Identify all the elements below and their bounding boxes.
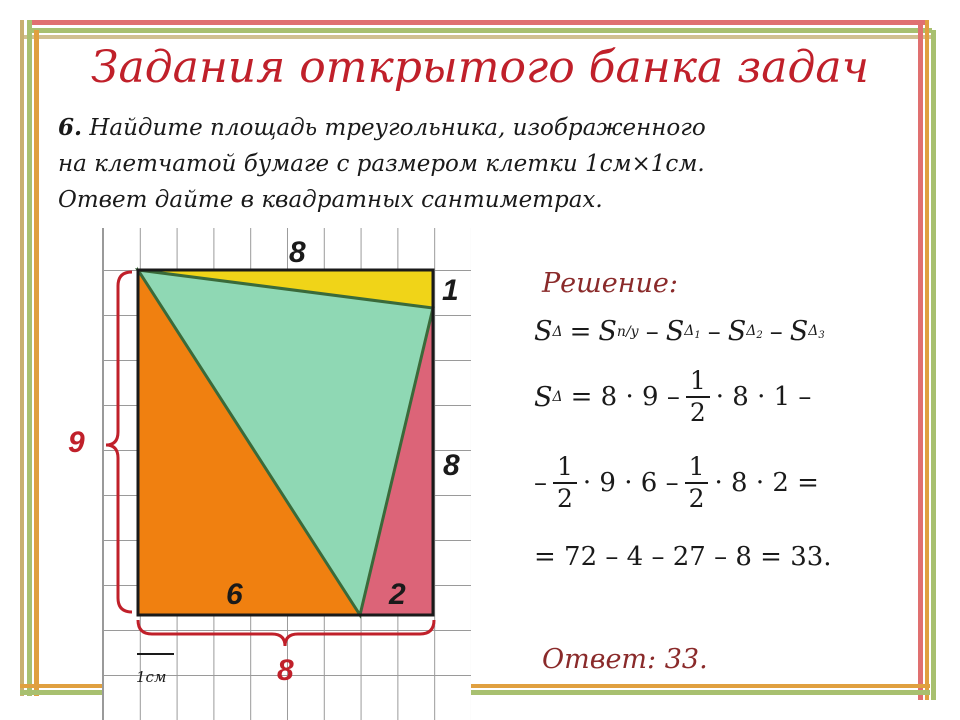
unit-scale-bar (137, 653, 174, 655)
label-bottom-2: 2 (389, 578, 406, 611)
solution-heading: Решение: (542, 268, 678, 299)
label-bottom-6: 6 (226, 578, 243, 611)
label-top-8: 8 (289, 236, 306, 269)
task-line-3: Ответ дайте в квадратных сантиметрах. (58, 187, 603, 213)
formula-line-4: = 72 – 4 – 27 – 8 = 33. (534, 542, 832, 572)
task-number: 6. (58, 114, 83, 141)
unit-label: 1см (136, 668, 167, 686)
label-bottom-brace-8: 8 (277, 654, 294, 687)
formula-line-2: S Δ = 8 · 9 – $\frac{1}{2}$ · 8 · 1 – (534, 366, 812, 427)
answer-text: Ответ: 33. (542, 644, 708, 675)
label-right-8: 8 (443, 449, 460, 482)
fraction-half: $\frac{1}{2}$ (686, 366, 710, 428)
task-line-1: 6. Найдите площадь треугольника, изображенного (58, 114, 706, 141)
slide-title: Задания открытого банка задач (91, 42, 869, 93)
formula-line-3: – $\frac{1}{2}$ · 9 · 6 – $\frac{1}{2}$ · 8 · 2 = (534, 452, 819, 513)
label-right-1: 1 (442, 274, 459, 307)
label-left-9: 9 (68, 426, 85, 459)
fraction-half: $\frac{1}{2}$ (553, 452, 577, 514)
fraction-half: $\frac{1}{2}$ (685, 452, 709, 514)
task-line-2: на клетчатой бумаге с размером клетки 1см×1см. (58, 151, 705, 177)
left-brace (106, 272, 132, 612)
formula-line-1: S Δ = S п/у – S $\Delta_1$ – S $\Delta_2$ – S $\Delta_3$ (534, 316, 825, 347)
bottom-brace (138, 620, 434, 646)
